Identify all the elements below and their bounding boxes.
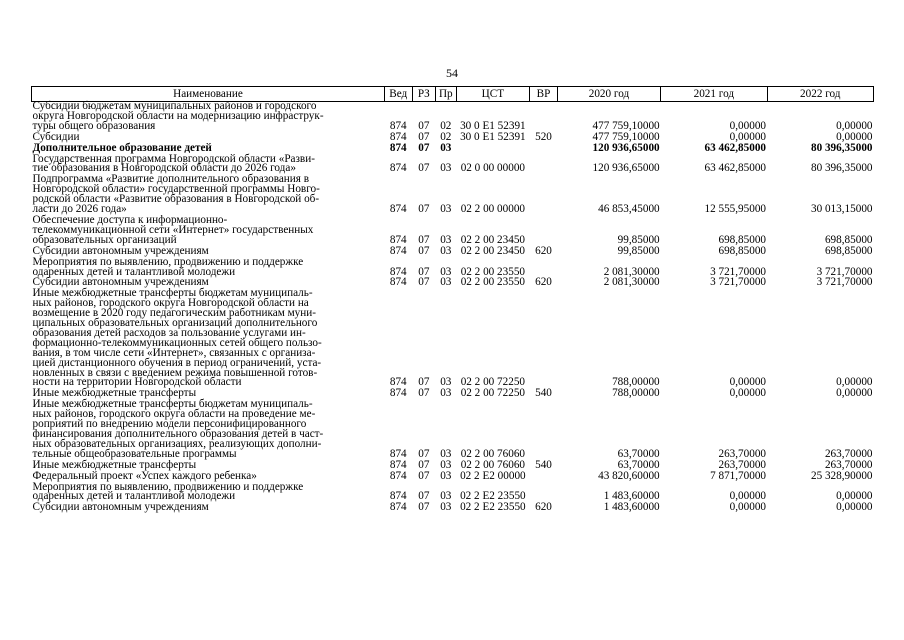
cell-ved: 874	[389, 162, 407, 175]
cell-pr: 03	[440, 501, 452, 514]
cell-name	[32, 152, 385, 176]
table-row	[32, 289, 874, 389]
cell-2022: 263,70000	[824, 447, 873, 460]
cell-2022: 0,00000	[836, 387, 873, 400]
cell-ved: 874	[389, 376, 407, 389]
cell-name	[32, 175, 385, 216]
cell-pr: 03	[440, 233, 452, 246]
cell-2021: 263,70000	[718, 447, 767, 460]
cell-pr: 02	[440, 119, 452, 132]
cell-2021: 698,85000	[718, 244, 767, 257]
budget-table	[31, 86, 874, 514]
cell-name	[32, 480, 385, 504]
name-line: тие образования в Новгородской области до 2026 года»	[32, 162, 296, 175]
cell-pr: 03	[440, 244, 452, 257]
name-line: Федеральный проект «Успех каждого ребенка»	[32, 469, 257, 482]
cell-2022: 80 396,35000	[810, 162, 873, 175]
name-line: ных районов, городского округа Новгородской области на	[32, 297, 309, 310]
cell-2021: 0,00000	[729, 387, 767, 400]
cell-ved: 874	[389, 141, 407, 154]
name-line: Субсидии бюджетам муниципальных районов и городского	[32, 100, 317, 112]
cell-2021: 0,00000	[729, 376, 767, 389]
cell-cst: 02 2 00 76060	[460, 458, 526, 471]
name-line: образовательных организаций	[32, 233, 177, 246]
cell-rz: 07	[418, 376, 430, 389]
cell-cst: 02 2 00 72250	[460, 376, 526, 389]
cell-2020: 99,85000	[617, 233, 660, 246]
cell-2020: 63,70000	[617, 458, 660, 471]
cell-rz: 07	[418, 387, 430, 400]
name-line: образования детей расходов за пользование услугами ин-	[32, 326, 306, 339]
name-line: тельные общеобразовательные программы	[32, 447, 237, 460]
cell-rz: 07	[418, 447, 430, 460]
cell-pr: 03	[440, 376, 452, 389]
cell-cst: 02 2 Е2 00000	[460, 469, 526, 482]
cell-2020: 477 759,10000	[592, 130, 660, 143]
cell-2021: 3 721,70000	[710, 276, 767, 289]
cell-2022: 80 396,35000	[810, 141, 873, 154]
name-line: Иные межбюджетные трансферты	[32, 458, 197, 471]
name-line: Субсидии	[32, 130, 80, 143]
cell-ved: 874	[389, 276, 407, 289]
table-row	[32, 483, 874, 504]
page-number: 54	[446, 66, 458, 80]
cell-2020: 477 759,10000	[592, 119, 660, 132]
cell-rz: 07	[418, 458, 430, 471]
table-row	[32, 175, 874, 216]
name-line: родской области «Развитие образования в Новгородской об-	[32, 193, 320, 206]
cell-vr: 540	[535, 387, 552, 400]
header-ved: Вед	[384, 87, 412, 102]
cell-2021: 0,00000	[729, 119, 767, 132]
cell-2020: 43 820,60000	[598, 469, 660, 482]
cell-2022: 0,00000	[836, 119, 873, 132]
cell-vr	[530, 258, 558, 279]
cell-cst: 02 2 00 76060	[460, 447, 526, 460]
cell-name	[32, 213, 385, 247]
cell-name	[32, 255, 385, 279]
name-line: туры общего образования	[32, 119, 156, 132]
cell-2021: 0,00000	[729, 130, 767, 143]
name-line: телекоммуникационной сети «Интернет» государственных	[32, 223, 314, 236]
cell-2022: 0,00000	[836, 130, 873, 143]
cell-pr: 03	[440, 203, 452, 216]
cell-2022: 25 328,90000	[810, 469, 873, 482]
cell-2021: 3 721,70000	[710, 265, 767, 278]
cell-name	[32, 102, 385, 133]
name-line: цией дистанционного обучения в период ограничений, уста-	[32, 356, 322, 369]
cell-2021: 63 462,85000	[704, 141, 767, 154]
cell-2021: 263,70000	[718, 458, 767, 471]
cell-2021: 7 871,70000	[710, 469, 767, 482]
name-line: Иные межбюджетные трансферты бюджетам муниципаль-	[32, 398, 313, 411]
name-line: финансирования дополнительного образования детей в част-	[32, 428, 324, 440]
cell-cst: 02 2 00 23550	[460, 265, 526, 278]
cell-vr	[530, 483, 558, 504]
name-line: Обеспечение доступа к информационно-	[32, 213, 228, 226]
cell-ved: 874	[389, 244, 407, 257]
name-line: Иные межбюджетные трансферты	[32, 387, 197, 400]
cell-ved: 874	[389, 469, 407, 482]
cell-rz: 07	[418, 119, 430, 132]
cell-vr	[530, 472, 558, 483]
cell-2020: 120 936,65000	[592, 141, 660, 154]
cell-vr	[530, 144, 558, 155]
cell-pr: 03	[440, 162, 452, 175]
name-line: роприятий по внедрению модели персонифицированного	[32, 418, 307, 431]
name-line: Подпрограмма «Развитие дополнительного образования в	[32, 173, 310, 186]
cell-2022: 0,00000	[836, 376, 873, 389]
name-line: Новгородской области» государственной программы Новго-	[32, 183, 320, 196]
cell-2022: 0,00000	[836, 490, 873, 503]
name-line: одаренных детей и талантливой молодежи	[32, 265, 236, 278]
header-pr: Пр	[436, 87, 456, 102]
cell-2022: 3 721,70000	[816, 276, 873, 289]
cell-2020: 63,70000	[617, 447, 660, 460]
cell-ved: 874	[389, 233, 407, 246]
cell-pr: 03	[440, 447, 452, 460]
cell-rz: 07	[418, 265, 430, 278]
cell-ved: 874	[389, 265, 407, 278]
cell-2020: 2 081,30000	[603, 265, 660, 278]
name-line: ных районов, городского округа области на проведение ме-	[32, 408, 316, 421]
name-line: Иные межбюджетные трансферты бюджетам муниципаль-	[32, 287, 313, 300]
cell-pr: 03	[440, 141, 452, 154]
header-rz: РЗ	[412, 87, 436, 102]
cell-2021: 698,85000	[718, 233, 767, 246]
cell-pr: 03	[440, 469, 452, 482]
table-row	[32, 400, 874, 460]
table-row	[32, 216, 874, 247]
cell-2022: 263,70000	[824, 458, 873, 471]
name-line: новленных в связи с введением режима повышенной готов-	[32, 366, 318, 379]
cell-vr	[530, 102, 558, 133]
name-line: ных образовательных организациях, реализующих дополни-	[32, 437, 322, 450]
cell-pr: 03	[440, 458, 452, 471]
name-line: Дополнительное образование детей	[32, 141, 212, 154]
cell-rz: 07	[418, 162, 430, 175]
cell-rz: 07	[418, 130, 430, 143]
cell-2022: 0,00000	[836, 501, 873, 514]
name-line: Субсидии автономным учреждениям	[32, 244, 209, 257]
cell-2020: 99,85000	[617, 244, 660, 257]
cell-cst: 30 0 Е1 52391	[460, 130, 526, 143]
cell-rz: 07	[418, 233, 430, 246]
name-line: ласти до 2026 года»	[32, 203, 127, 216]
cell-2022: 698,85000	[824, 244, 873, 257]
cell-vr	[530, 216, 558, 247]
cell-2020: 788,00000	[612, 376, 660, 389]
name-line: одаренных детей и талантливой молодежи	[32, 490, 236, 503]
cell-2022: 698,85000	[824, 233, 873, 246]
cell-rz: 07	[418, 490, 430, 503]
cell-pr: 03	[440, 387, 452, 400]
name-line: Государственная программа Новгородской области «Разви-	[32, 152, 315, 165]
cell-vr	[530, 400, 558, 460]
cell-pr: 02	[440, 130, 452, 143]
cell-2020: 788,00000	[612, 387, 660, 400]
table-row	[32, 258, 874, 279]
header-name: Наименование	[32, 87, 385, 102]
header-2021: 2021 год	[661, 87, 767, 102]
cell-cst: 02 2 Е2 23550	[460, 501, 526, 514]
name-line: Субсидии автономным учреждениям	[32, 501, 209, 514]
cell-ved: 874	[389, 203, 407, 216]
name-line: Субсидии автономным учреждениям	[32, 276, 209, 289]
cell-cst: 02 2 00 23550	[460, 276, 526, 289]
name-line: Мероприятия по выявлению, продвижению и поддержке	[32, 480, 304, 493]
cell-rz: 07	[418, 141, 430, 154]
cell-ved: 874	[389, 130, 407, 143]
table-row	[32, 155, 874, 176]
cell-2022: 30 013,15000	[810, 203, 873, 216]
name-line: возмещение в 2020 году педагогическим работникам муни-	[32, 307, 316, 320]
table-row	[32, 102, 874, 133]
cell-pr: 03	[440, 265, 452, 278]
cell-cst: 02 2 00 00000	[460, 203, 526, 216]
header-vr: ВР	[530, 87, 558, 102]
cell-vr	[530, 175, 558, 216]
cell-2020: 1 483,60000	[603, 490, 660, 503]
cell-vr	[530, 155, 558, 176]
name-line: Мероприятия по выявлению, продвижению и поддержке	[32, 255, 304, 268]
cell-rz: 07	[418, 469, 430, 482]
cell-rz: 07	[418, 276, 430, 289]
name-line: округа Новгородской области на модернизацию инфраструк-	[32, 109, 324, 122]
cell-cst: 02 2 00 23450	[460, 244, 526, 257]
cell-cst: 30 0 Е1 52391	[460, 119, 526, 132]
cell-2020: 120 936,65000	[592, 162, 660, 175]
name-line: вания, в том числе сети «Интернет», связанных с организа-	[32, 346, 316, 359]
cell-pr: 03	[440, 276, 452, 289]
header-2022: 2022 год	[767, 87, 873, 102]
cell-2021: 0,00000	[729, 501, 767, 514]
cell-name	[32, 400, 385, 460]
cell-vr: 620	[535, 501, 552, 514]
cell-ved: 874	[389, 458, 407, 471]
cell-name	[32, 503, 385, 514]
header-2020: 2020 год	[557, 87, 660, 102]
cell-ved: 874	[389, 119, 407, 132]
cell-ved: 874	[389, 447, 407, 460]
cell-cst	[456, 144, 530, 155]
cell-vr: 620	[535, 276, 552, 289]
cell-ved: 874	[389, 501, 407, 514]
table-body	[32, 102, 874, 515]
cell-vr: 520	[535, 130, 552, 143]
cell-cst: 02 2 00 23450	[460, 233, 526, 246]
cell-rz: 07	[418, 203, 430, 216]
cell-2021: 63 462,85000	[704, 162, 767, 175]
cell-2020: 2 081,30000	[603, 276, 660, 289]
cell-rz: 07	[418, 244, 430, 257]
header-cst: ЦСТ	[456, 87, 530, 102]
cell-rz: 07	[418, 501, 430, 514]
cell-name	[32, 289, 385, 389]
cell-ved: 874	[389, 387, 407, 400]
cell-vr: 620	[535, 244, 552, 257]
cell-2022: 3 721,70000	[816, 265, 873, 278]
cell-2020: 1 483,60000	[603, 501, 660, 514]
cell-cst: 02 2 00 72250	[460, 387, 526, 400]
name-line: формационно-телекоммуникационных сетей общего пользо-	[32, 336, 322, 349]
cell-2020: 46 853,45000	[598, 203, 660, 216]
cell-vr	[530, 289, 558, 389]
cell-vr: 540	[535, 458, 552, 471]
cell-2021: 0,00000	[729, 490, 767, 503]
cell-2021: 12 555,95000	[704, 203, 767, 216]
cell-pr: 03	[440, 490, 452, 503]
table-row	[32, 503, 874, 514]
name-line: ципальных образовательных организаций дополнительного	[32, 317, 318, 330]
name-line: ности на территории Новгородской области	[32, 376, 242, 389]
cell-cst: 02 2 Е2 23550	[460, 490, 526, 503]
cell-cst: 02 0 00 00000	[460, 162, 526, 175]
cell-ved: 874	[389, 490, 407, 503]
